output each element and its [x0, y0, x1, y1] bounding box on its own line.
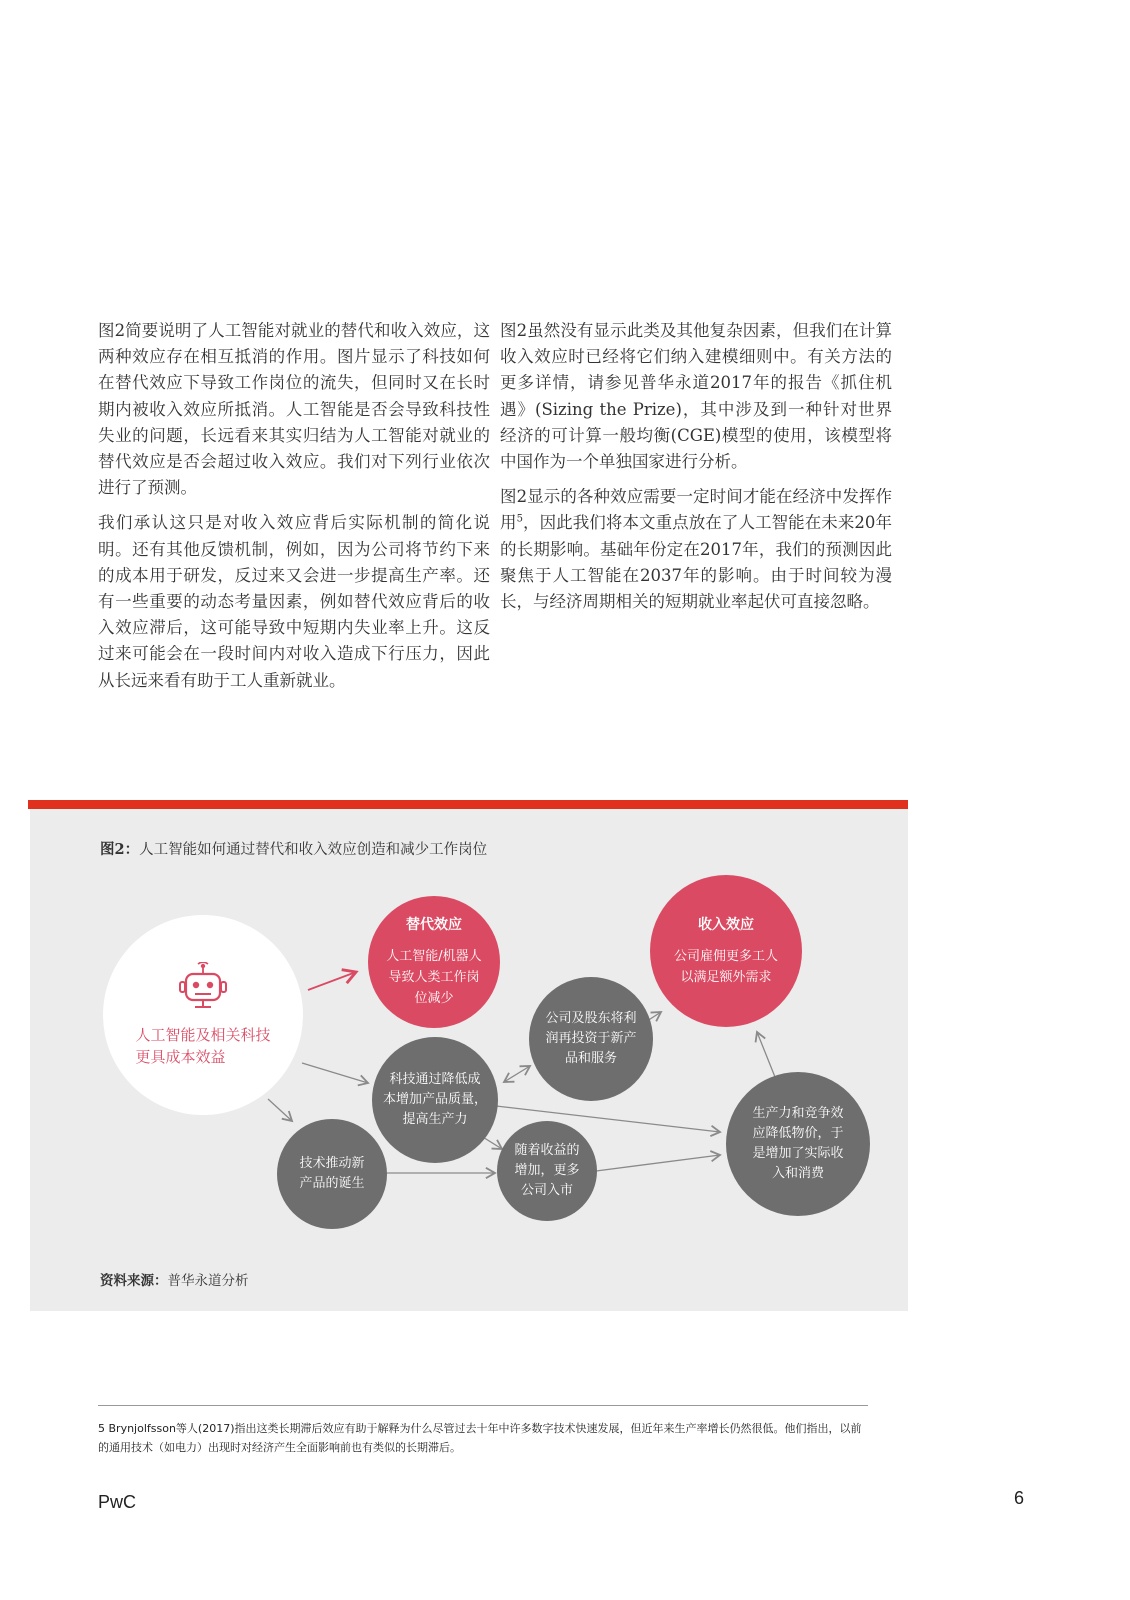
footnote-divider: [98, 1405, 868, 1406]
node-text-line: 导致人类工作岗: [388, 970, 480, 985]
paragraph: 图2简要说明了人工智能对就业的替代和收入效应，这两种效应存在相互抵消的作用。图片显示了科技如何在替代效应下导致工作岗位的流失，但同时又在长时期内被收入效应所抵消。人工智能是否会导致科技性失业的问题，长远看来其实归结为人工智能对就业的替代效应是否会超过收入效应。我们对下列行业依次进行了预测。: [98, 321, 490, 498]
node-text-line: 以满足额外需求: [680, 969, 772, 985]
node-text-line: 更具成本效益: [135, 1048, 226, 1066]
figure-title-text: 人工智能如何通过替代和收入效应创造和减少工作岗位: [139, 842, 488, 858]
node-text-line: 产品的诞生: [299, 1176, 365, 1191]
body-column-right: [500, 318, 892, 624]
arrow-entry-to-productivity: [596, 1155, 720, 1171]
node-text-line: 人工智能及相关科技: [135, 1026, 271, 1044]
node-text-line: 位减少: [414, 991, 454, 1006]
node-text-line: 公司雇佣更多工人: [673, 948, 778, 964]
node-text-line: 提高生产力: [402, 1112, 468, 1127]
node-income-effect: [650, 875, 802, 1027]
arrow-start-to-newproducts: [268, 1099, 292, 1121]
paragraph: 图2虽然没有显示此类及其他复杂因素，但我们在计算收入效应时已经将它们纳入建模细则中。有关方法的更多详情，请参见普华永道2017年的报告《抓住机遇》(Sizing the Prize)，其中涉及到一种针对世界经济的可计算一般均衡(CGE)模型的使用，该模型将中国作为一个单独国家进行分析。: [500, 321, 892, 472]
arrow-tech-reinvest: [504, 1066, 530, 1082]
node-text-line: 增加，更多: [514, 1163, 580, 1178]
arrow-productivity-to-income: [757, 1032, 775, 1077]
node-reinvest-profits: [529, 977, 653, 1101]
footnote: 5 Brynjolfsson等人(2017)指出这类长期滞后效应有助于解释为什么尽管过去十年中许多数字技术快速发展，但近年来生产率增长仍然很低。他们指出，以前的通用技术（如电力）出现时对经济产生全面影响前也有类似的长期滞后。: [98, 1422, 862, 1454]
node-text-line: 本增加产品质量，: [382, 1092, 487, 1107]
node-text-line: 公司入市: [520, 1183, 573, 1198]
node-productivity-prices: [726, 1072, 870, 1216]
robot-icon: [177, 962, 229, 1010]
node-text-line: 公司及股东将利: [545, 1011, 637, 1026]
node-text: [135, 1024, 270, 1068]
arrow-start-to-tech: [302, 1063, 368, 1083]
node-text-line: 技术推动新: [299, 1156, 365, 1171]
node-new-products: [277, 1119, 387, 1229]
node-text-line: 生产力和竞争效: [752, 1106, 844, 1121]
node-text-line: 是增加了实际收: [752, 1146, 844, 1161]
source-label: 资料来源：: [100, 1273, 168, 1289]
node-market-entry: [497, 1121, 597, 1221]
arrow-start-to-substitution: [308, 972, 356, 990]
node-ai-cost-effective: [103, 915, 303, 1115]
node-text-line: 科技通过降低成: [389, 1072, 481, 1087]
source-text: 普华永道分析: [167, 1273, 249, 1289]
node-text-line: 随着收益的: [514, 1143, 580, 1158]
brand-name: PwC: [98, 1492, 137, 1512]
node-heading: 替代效应: [406, 917, 462, 933]
node-text-line: 品和服务: [564, 1051, 617, 1066]
paragraph: 我们承认这只是对收入效应背后实际机制的简化说明。还有其他反馈机制，例如，因为公司将节约下来的成本用于研发，反过来又会进一步提高生产率。还有一些重要的动态考量因素，例如替代效应背后的收入效应滞后，这可能导致中短期内失业率上升。这反过来可能会在一段时间内对收入造成下行压力，因此从长远来看有助于工人重新就业。: [98, 513, 490, 690]
figure-source: [100, 1269, 249, 1289]
paragraph-text: 图2显示的各种效应需要一定时间才能在经济中发挥作用: [500, 487, 892, 533]
node-substitution-effect: [368, 896, 500, 1028]
node-text-line: 入和消费: [771, 1166, 824, 1181]
paragraph: [500, 484, 892, 615]
figure-label: 图2：: [100, 841, 140, 858]
node-text-line: 人工智能/机器人: [386, 949, 482, 964]
footnote-reference[interactable]: 5: [516, 513, 523, 525]
node-text-line: 润再投资于新产: [545, 1031, 637, 1046]
body-column-left: [98, 318, 490, 703]
node-text-line: 应降低物价，于: [752, 1126, 844, 1141]
node-tech-productivity: [372, 1037, 498, 1163]
node-heading: 收入效应: [698, 916, 754, 933]
paragraph-text: ，因此我们将本文重点放在了人工智能在未来20年的长期影响。基础年份定在2017年，我们的预测因此聚焦于人工智能在2037年的影响。由于时间较为漫长，与经济周期相关的短期就业率起伏可直接忽略。: [500, 513, 893, 612]
figure-accent-bar: [28, 800, 908, 809]
page-number: 6: [1014, 1488, 1025, 1508]
